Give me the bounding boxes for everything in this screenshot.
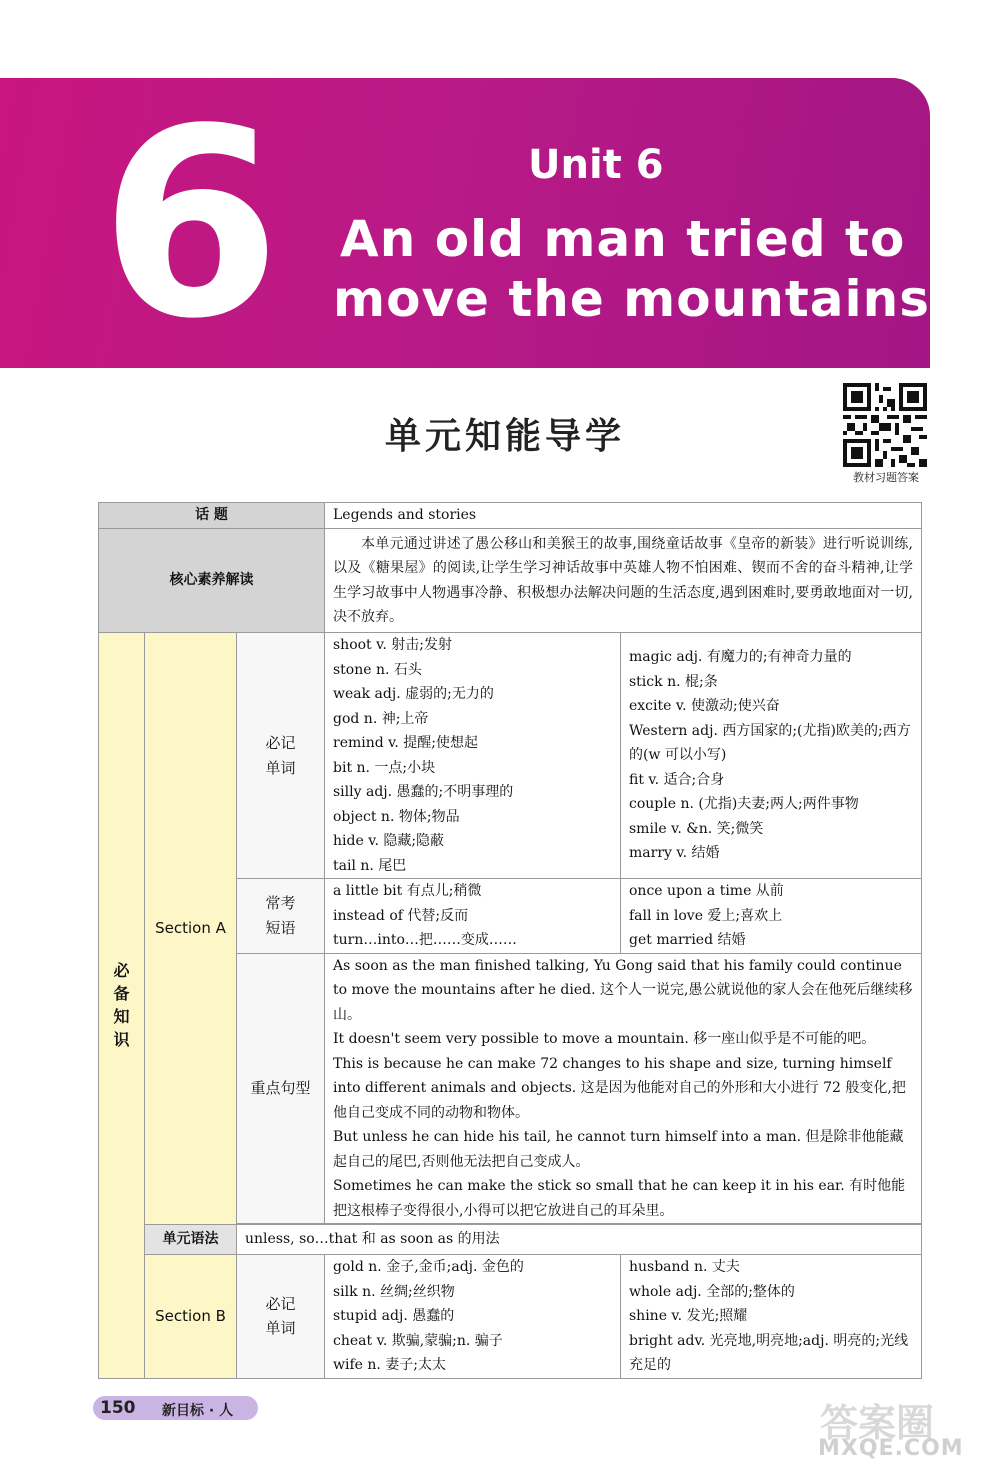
unit-label: Unit 6 <box>528 142 664 188</box>
knowledge-label: 必 备 知 识 <box>99 633 145 1379</box>
section-a-phrase-left: a little bit 有点儿;稍微 instead of 代替;反而 turn…into…把……变成…… <box>325 879 621 954</box>
section-a-vocab-label: 必记 单词 <box>237 633 325 879</box>
watermark-logo: 答案圈 <box>820 1401 935 1445</box>
section-b-label: Section B <box>145 1255 237 1379</box>
core-literacy-text: 本单元通过讲述了愚公移山和美猴王的故事,围绕童话故事《皇帝的新装》进行听说训练,以及《糖果屋》的阅读,让学生学习神话故事中英雄人物不怕困难、锲而不舍的奋斗精神,让学生学习故事中人物遇事冷静、积极想办法解决问题的生活态度,遇到困难时,要勇敢地面对一切,决不放弃。 <box>325 529 922 633</box>
section-a-sentence-label: 重点句型 <box>237 953 325 1224</box>
qr-caption: 教材习题答案 <box>853 471 919 484</box>
grammar-value: unless, so…that 和 as soon as 的用法 <box>237 1225 922 1255</box>
section-a-phrase-label: 常考 短语 <box>237 879 325 954</box>
grammar-label: 单元语法 <box>145 1225 237 1255</box>
watermark-url[interactable]: MXQE.COM <box>818 1436 964 1461</box>
section-a-sentences: As soon as the man finished talking, Yu Gong said that his family could continue to move the mountains after he died. 这个人一说完,愚公就说他的家人会在他死后继续移山。 It doesn't seem very possible to move a mountain. 移一座山似乎是不可能的吧。 This is because he can make 72 changes to his shape and size, turning himself into different animals and objects. 这是因为他能对自己的外形和大小进行 72 般变化,把他自己变成不同的动物和物体。 But unless he can hide his tail, he cannot turn himself into a man. 但是除非他能藏起自己的尾巴,否则他无法把自己变成人。 Sometimes he can make the stick so small that he can keep it in his ear. 有时他能把这根棒子变得很小,小得可以把它放进自己的耳朵里。 <box>325 953 922 1224</box>
section-b-vocab-label: 必记 单词 <box>237 1255 325 1379</box>
unit-title-line-2: move the mountains. <box>333 270 950 328</box>
section-b-vocab-right: husband n. 丈夫 whole adj. 全部的;整体的 shine v. 发光;照耀 bright adv. 光亮地,明亮地;adj. 明亮的;光线充足的 <box>621 1255 922 1379</box>
unit-title-line-1: An old man tried to <box>340 210 906 268</box>
section-b-vocab-left: gold n. 金子,金币;adj. 金色的 silk n. 丝绸;丝织物 stupid adj. 愚蠢的 cheat v. 欺骗,蒙骗;n. 骗子 wife n. 妻子;太太 <box>325 1255 621 1379</box>
section-a-phrase-right: once upon a time 从前 fall in love 爱上;喜欢上 get married 结婚 <box>621 879 922 954</box>
book-label: 新目标 · 人 <box>162 1403 234 1419</box>
unit-guide-table <box>98 502 922 1379</box>
section-a-label: Section A <box>145 633 237 1225</box>
unit-number: 6 <box>100 74 281 376</box>
topic-label: 话 题 <box>99 503 325 529</box>
qr-code-icon[interactable] <box>843 383 927 467</box>
core-literacy-label: 核心素养解读 <box>99 529 325 633</box>
topic-value: Legends and stories <box>325 503 922 529</box>
page-number: 150 <box>100 1398 136 1418</box>
section-a-vocab-right: magic adj. 有魔力的;有神奇力量的 stick n. 棍;条 excite v. 使激动;使兴奋 Western adj. 西方国家的;(尤指)欧美的;西方的(w 可以小写) fit v. 适合;合身 couple n. (尤指)夫妻;两人;两件事物 smile v. &n. 笑;微笑 marry v. 结婚 <box>621 633 922 879</box>
section-heading: 单元知能导学 <box>385 416 626 457</box>
section-a-vocab-left: shoot v. 射击;发射 stone n. 石头 weak adj. 虚弱的;无力的 god n. 神;上帝 remind v. 提醒;使想起 bit n. 一点;小块 silly adj. 愚蠢的;不明事理的 object n. 物体;物品 hide v. 隐藏;隐蔽 tail n. 尾巴 <box>325 633 621 879</box>
